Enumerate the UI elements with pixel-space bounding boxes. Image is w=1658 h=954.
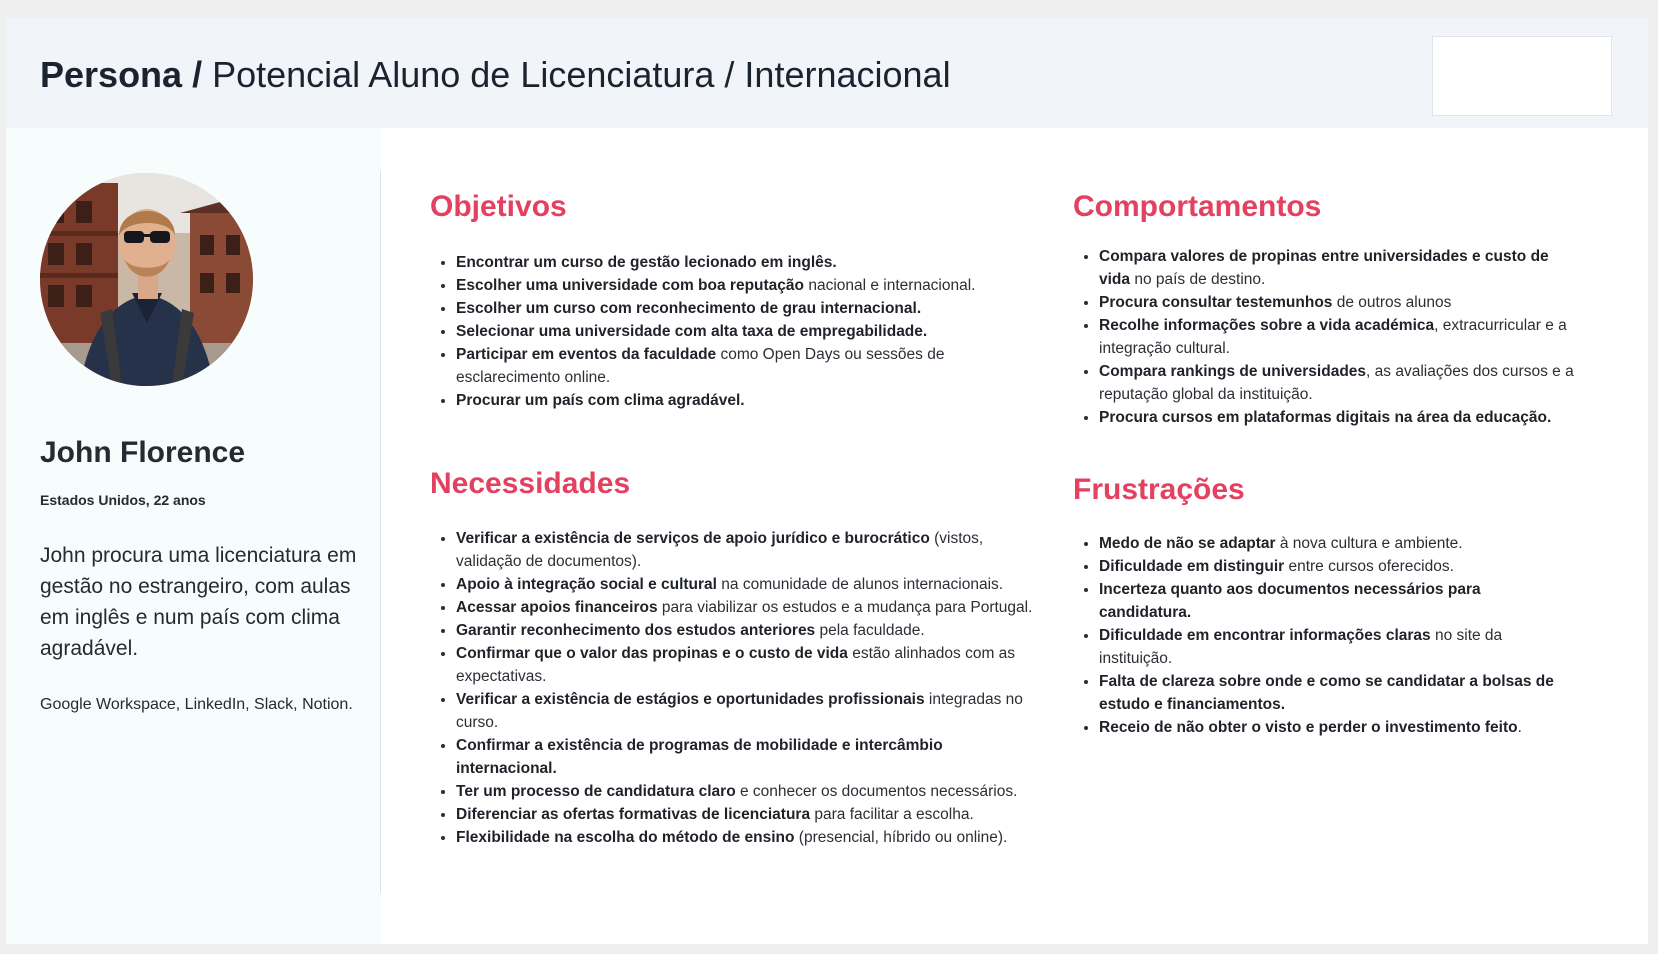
list-item-bold: Verificar a existência de serviços de apoio jurídico e burocrático — [456, 530, 930, 547]
list-item-bold: Confirmar que o valor das propinas e o custo de vida — [456, 645, 848, 662]
list-item — [456, 320, 1036, 343]
list-item — [1099, 360, 1579, 406]
list-item-text: para viabilizar os estudos e a mudança para Portugal. — [657, 599, 1033, 616]
list-item — [1099, 670, 1569, 716]
list-item-bold: Acessar apoios financeiros — [456, 599, 658, 616]
list-item — [456, 274, 1036, 297]
list-item — [1099, 624, 1569, 670]
list-item-text: entre cursos oferecidos. — [1284, 558, 1454, 575]
list-item — [456, 251, 1036, 274]
necessidades-list — [432, 527, 1046, 849]
list-item-bold: Recolhe informações sobre a vida académica — [1099, 317, 1435, 334]
list-item — [1099, 555, 1569, 578]
list-item — [1099, 716, 1569, 739]
persona-card — [6, 18, 1648, 944]
list-item — [456, 527, 1046, 573]
persona-tools: Google Workspace, LinkedIn, Slack, Notion. — [40, 696, 353, 713]
list-item-bold: Falta de clareza sobre onde e como se candidatar a bolsas de estudo e financiamentos. — [1099, 673, 1554, 713]
list-item-text: (presencial, híbrido ou online). — [794, 829, 1008, 846]
page-title-text: Potencial Aluno de Licenciatura / Internacional — [202, 54, 951, 95]
section-title-necessidades: Necessidades — [430, 467, 631, 500]
list-item — [1099, 314, 1579, 360]
list-item — [456, 343, 1036, 389]
logo-placeholder — [1432, 36, 1612, 116]
list-item-bold: Dificuldade em encontrar informações claras — [1099, 627, 1431, 644]
list-item-text: , as avaliações dos cursos e a reputação global da instituição. — [1099, 363, 1574, 403]
header — [6, 18, 1648, 128]
list-item-text: como Open Days ou sessões de esclarecimento online. — [456, 346, 945, 386]
list-item-text: pela faculdade. — [815, 622, 925, 639]
list-item-text: , extracurricular e a integração cultural. — [1099, 317, 1567, 357]
persona-bio: John procura uma licenciatura em gestão no estrangeiro, com aulas em inglês e num país com clima agradável. — [40, 544, 357, 660]
list-item — [1099, 578, 1569, 624]
list-item-bold: Selecionar uma universidade com alta taxa de empregabilidade. — [456, 323, 928, 340]
list-item — [456, 734, 1046, 780]
list-item-text: integradas no curso. — [456, 691, 1023, 731]
section-title-objetivos: Objetivos — [430, 190, 567, 223]
list-item-text: de outros alunos — [1332, 294, 1452, 311]
list-item — [456, 642, 1046, 688]
list-item-text: no site da instituição. — [1099, 627, 1503, 667]
list-item — [456, 826, 1046, 849]
list-item-bold: Receio de não obter o visto e perder o investimento feito — [1099, 719, 1518, 736]
list-item-bold: Medo de não se adaptar — [1099, 535, 1276, 552]
list-item-bold: Procurar um país com clima agradável. — [456, 392, 745, 409]
list-item-bold: Compara valores de propinas entre universidades e custo de vida — [1099, 248, 1549, 288]
list-item-text: nacional e internacional. — [804, 277, 976, 294]
list-item-bold: Ter um processo de candidatura claro — [456, 783, 736, 800]
list-item-text: à nova cultura e ambiente. — [1275, 535, 1463, 552]
list-item-bold: Escolher uma universidade com boa reputação — [456, 277, 805, 294]
list-item-text: no país de destino. — [1130, 271, 1266, 288]
list-item — [1099, 406, 1579, 429]
list-item-bold: Participar em eventos da faculdade — [456, 346, 717, 363]
list-item-bold: Flexibilidade na escolha do método de ensino — [456, 829, 795, 846]
section-title-comportamentos: Comportamentos — [1073, 190, 1322, 223]
list-item-bold: Dificuldade em distinguir — [1099, 558, 1285, 575]
list-item — [456, 389, 1036, 412]
list-item-text: . — [1517, 719, 1522, 736]
avatar — [40, 173, 253, 386]
list-item — [456, 780, 1046, 803]
list-item-text: (vistos, validação de documentos). — [456, 530, 984, 570]
list-item-bold: Procura cursos em plataformas digitais na área da educação. — [1099, 409, 1552, 426]
list-item-bold: Diferenciar as ofertas formativas de licenciatura — [456, 806, 811, 823]
list-item-bold: Procura consultar testemunhos — [1099, 294, 1333, 311]
list-item — [456, 596, 1046, 619]
frustracoes-list — [1075, 532, 1569, 739]
objetivos-list — [432, 251, 1036, 412]
list-item-bold: Compara rankings de universidades — [1099, 363, 1367, 380]
list-item — [1099, 291, 1579, 314]
list-item — [456, 619, 1046, 642]
list-item — [456, 297, 1036, 320]
list-item — [1099, 532, 1569, 555]
list-item-bold: Encontrar um curso de gestão lecionado em inglês. — [456, 254, 837, 271]
list-item — [456, 803, 1046, 826]
list-item — [1099, 245, 1579, 291]
column-divider — [380, 171, 381, 893]
list-item — [456, 573, 1046, 596]
persona-meta: Estados Unidos, 22 anos — [40, 492, 206, 508]
list-item-bold: Garantir reconhecimento dos estudos anteriores — [456, 622, 816, 639]
comportamentos-list — [1075, 245, 1579, 429]
list-item-bold: Escolher um curso com reconhecimento de grau internacional. — [456, 300, 922, 317]
list-item-bold: Apoio à integração social e cultural — [456, 576, 717, 593]
list-item — [456, 688, 1046, 734]
list-item-bold: Confirmar a existência de programas de mobilidade e intercâmbio internacional. — [456, 737, 943, 777]
list-item-text: estão alinhados com as expectativas. — [456, 645, 1016, 685]
page-title-prefix: Persona / — [40, 54, 203, 95]
section-title-frustracoes: Frustrações — [1073, 473, 1245, 506]
page-title — [40, 54, 951, 96]
list-item-bold: Incerteza quanto aos documentos necessários para candidatura. — [1099, 581, 1481, 621]
list-item-bold: Verificar a existência de estágios e oportunidades profissionais — [456, 691, 925, 708]
list-item-text: para facilitar a escolha. — [810, 806, 974, 823]
persona-name: John Florence — [40, 436, 246, 469]
list-item-text: na comunidade de alunos internacionais. — [717, 576, 1004, 593]
list-item-text: e conhecer os documentos necessários. — [735, 783, 1018, 800]
avatar-photo — [40, 173, 253, 386]
